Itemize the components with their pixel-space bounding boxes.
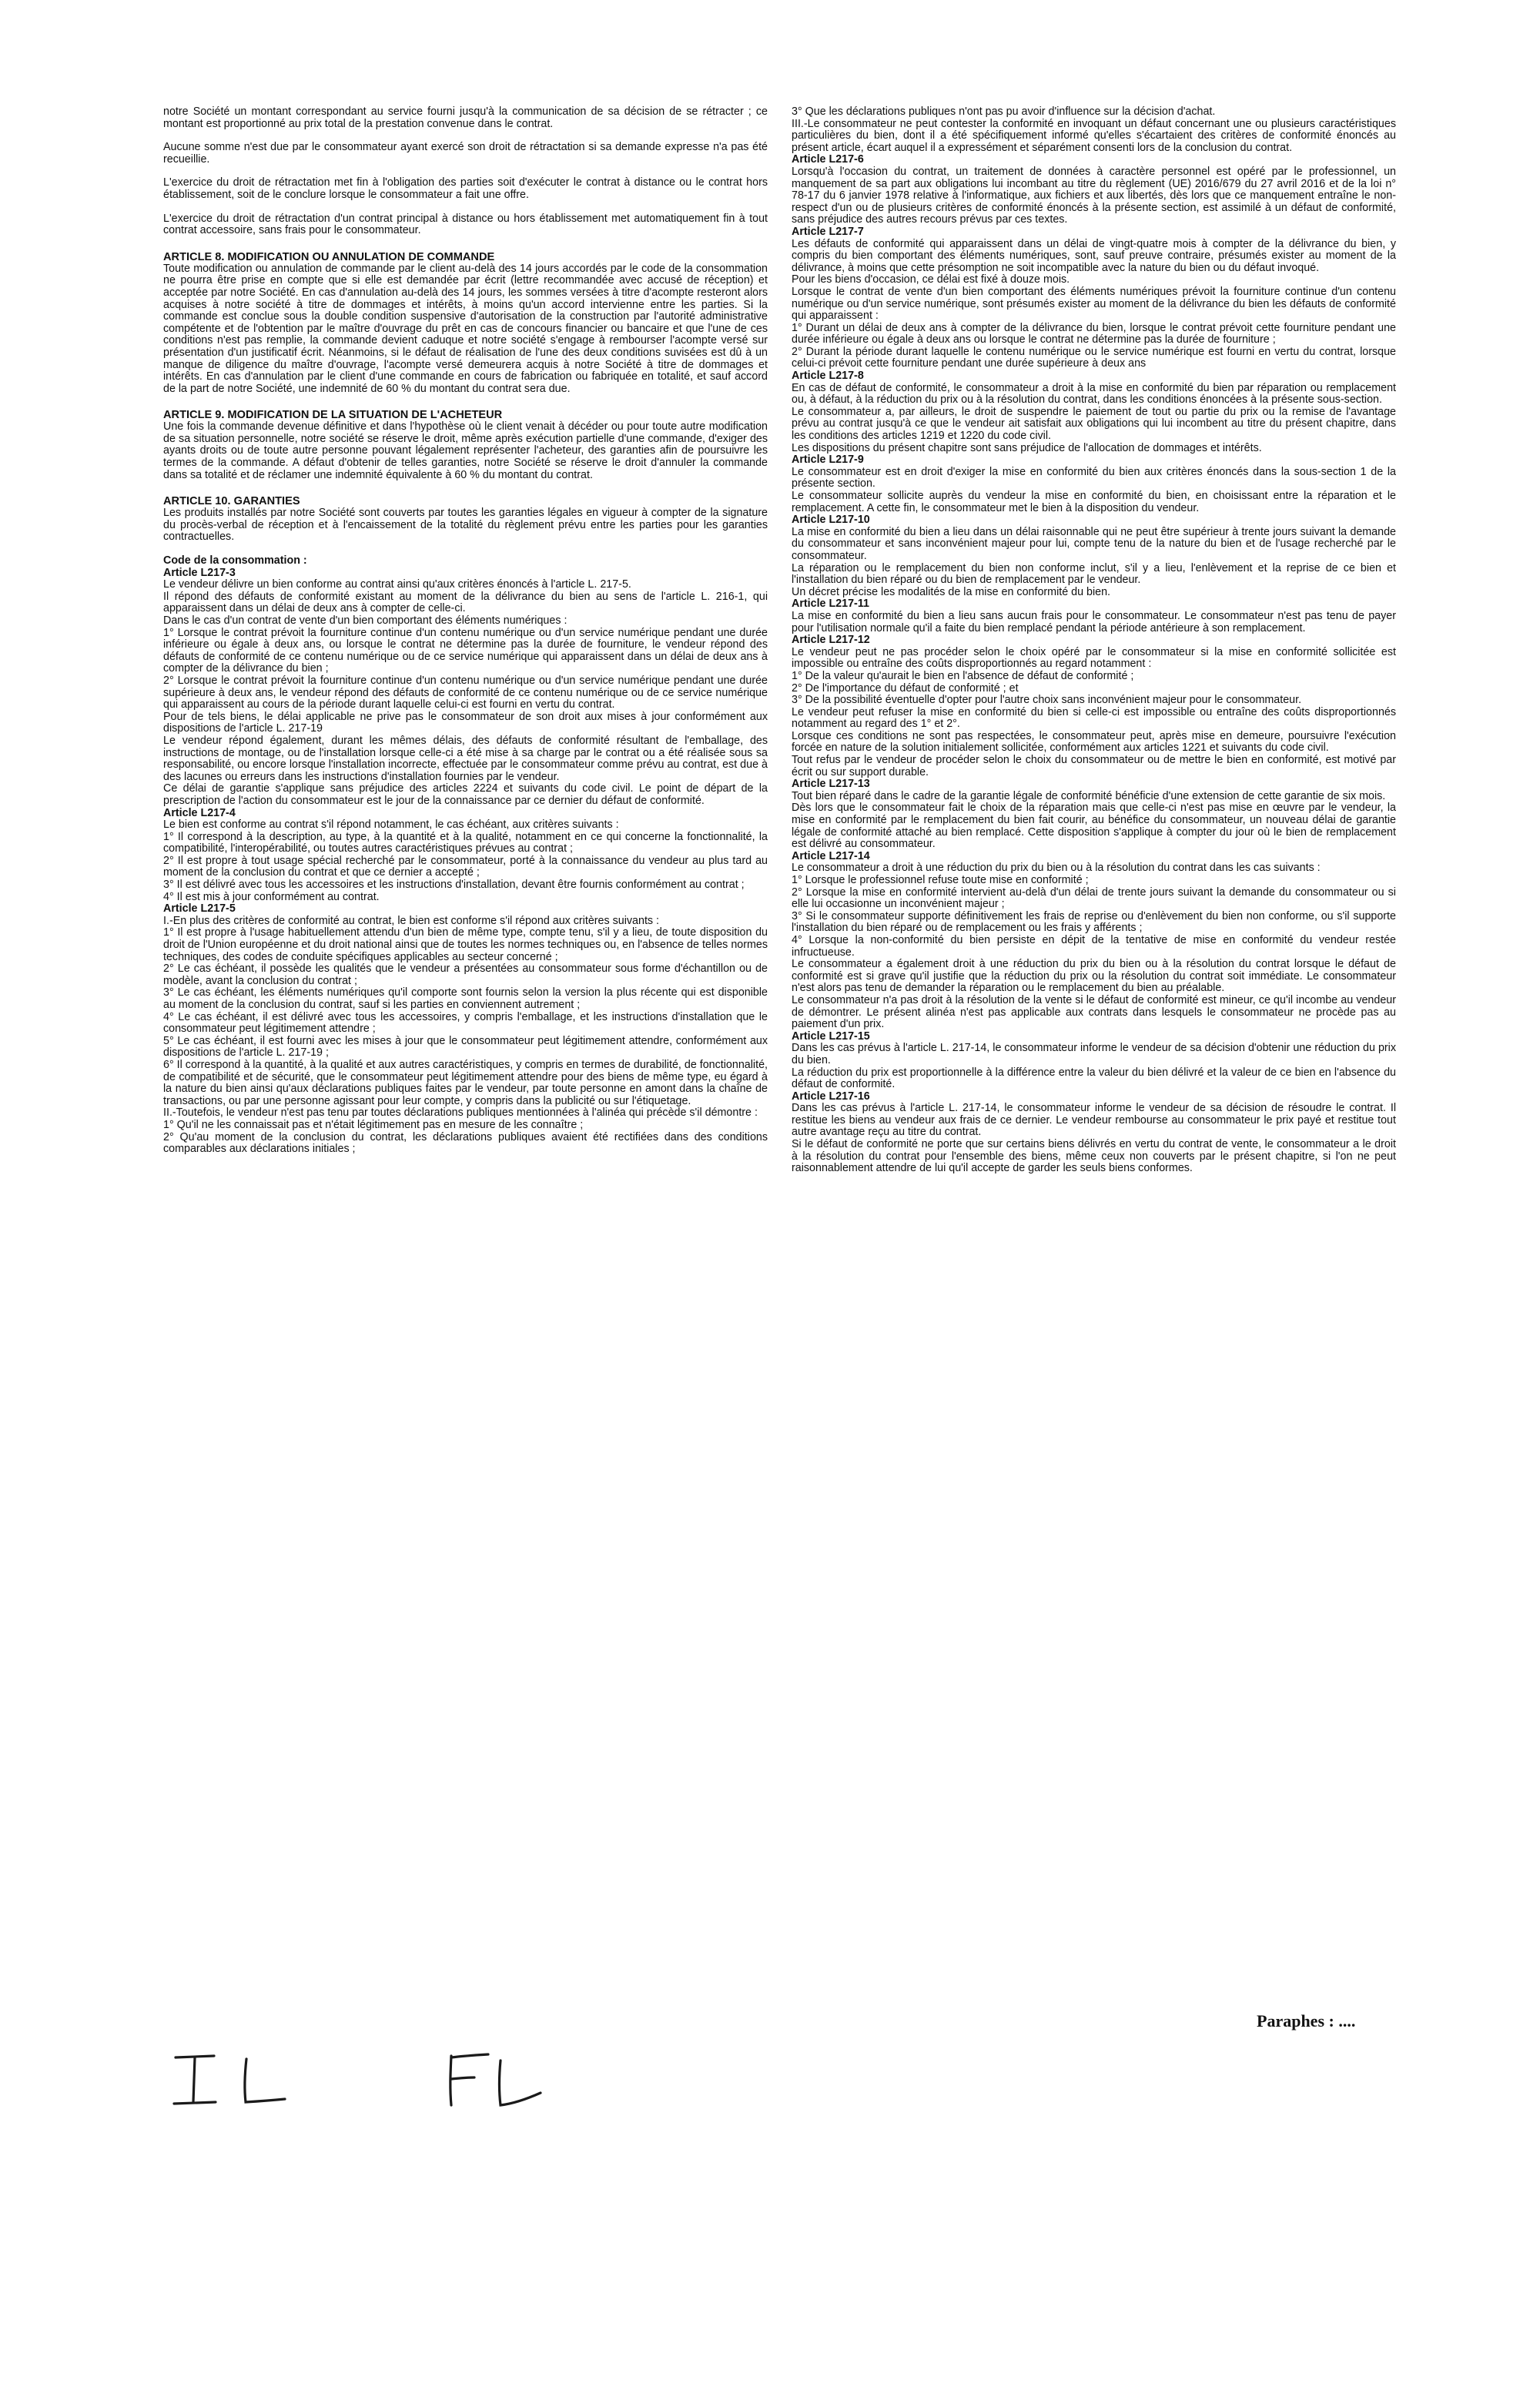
text-line: Les dispositions du présent chapitre sont sans préjudice de l'allocation de dommages et intérêts. xyxy=(792,441,1262,454)
text-line: I.-En plus des critères de conformité au contrat, le bien est conforme s'il répond aux critères suivants : xyxy=(163,914,660,927)
text-line: Le consommateur est en droit d'exiger la mise en conformité du bien aux critères énoncés dans la sous-section 1 de la présente section. xyxy=(792,465,1396,490)
article-l217-16-body xyxy=(792,1103,1396,1175)
text-line: Un décret précise les modalités de la mise en conformité du bien. xyxy=(792,585,1111,598)
article-8-text: Toute modification ou annulation de commande par le client au-delà des 14 jours accordés par le code de la consommation ne pourra être prise en compte que si elle est demandée par écrit (lettre recommandée avec accusé de réception) et acceptée par notre Société. En cas d'annulation au-delà des 14 jours, les sommes versées à titre d'acompte resteront alors acquises à notre société à titre de dommages et intérêts, à moins qu'un accord intervienne entre les parties. Si la commande est conclue sous la double condition suspensive d'autorisation de la construction par l'autorité administrative compétente et de l'obtention par le maître d'ouvrage du prêt en cas de concours financier ou bancaire et que l'une de ces conditions n'est pas remplie, la commande devient caduque et notre société s'engage à rembourser l'acompte versé sur présentation d'un justificatif écrit. Néanmoins, si le défaut de réalisation de l'une des deux conditions suvisées est dû à un manque de diligence du maître d'ouvrage, l'acompte versé demeurera acquis à notre Société à titre de dommages et intérêts. En cas d'annulation par le client d'une commande en cours de fabrication ou fabriquée en totalité, et sauf accord de la part de notre Société, une indemnité de 60 % du montant du contrat sera due. xyxy=(163,262,768,395)
right-column xyxy=(792,106,1396,1175)
article-l217-14-body xyxy=(792,862,1396,1030)
text-line: 3° Il est délivré avec tous les accessoires et les instructions d'installation, devant être fournis conformément au contrat ; xyxy=(163,879,745,892)
text-line: Pour de tels biens, le délai applicable ne prive pas le consommateur de son droit aux mises à jour conformément aux dispositions de l'article L. 217-19 xyxy=(163,710,768,735)
text-line: 2° Lorsque la mise en conformité intervient au-delà d'un délai de trente jours suivant la demande du consommateur ou si elle lui occasionne un inconvénient majeur ; xyxy=(792,886,1396,911)
text-line: Ce délai de garantie s'applique sans préjudice des articles 2224 et suivants du code civil. Le point de départ de la prescription de l'action du consommateur est le jour de la connaissance par ce dernier du défaut de conformité. xyxy=(163,782,768,807)
article-l217-7-heading: Article L217-7 xyxy=(792,225,864,238)
text-line: II.-Toutefois, le vendeur n'est pas tenu par toutes déclarations publiques mentionnées à l'alinéa qui précède s'il démontre : xyxy=(163,1106,758,1120)
text-line: Il répond des défauts de conformité existant au moment de la délivrance du bien au sens de l'article L. 216-1, qui apparaissent dans un délai de deux ans à compter de celle-ci. xyxy=(163,590,768,615)
text-line: 3° Le cas échéant, les éléments numériques qu'il comporte sont fournis selon la version la plus récente qui est disponible au moment de la conclusion du contrat, sauf si les parties en conviennent autrement ; xyxy=(163,986,768,1011)
article-l217-16-heading: Article L217-16 xyxy=(792,1090,870,1103)
text-line: Lorsque ces conditions ne sont pas respectées, le consommateur peut, après mise en demeure, poursuivre l'exécution forcée en nature de la solution initialement sollicitée, conformément aux articles 1221 et suivants du code civil. xyxy=(792,729,1396,755)
text-line: 1° Durant un délai de deux ans à compter de la délivrance du bien, lorsque le contrat prévoit cette fourniture pendant une durée inférieure ou égale à deux ans ou lorsque le contrat ne détermine pas la durée de fourniture ; xyxy=(792,321,1396,346)
article-l217-6-text: Lorsqu'à l'occasion du contrat, un traitement de données à caractère personnel est opéré par le professionnel, un manquement de sa part aux obligations lui incombant au titre du règlement (UE) 2016/679 du 27 avril 2016 et de la loi n° 78-17 du 6 janvier 1978 relative à l'informatique, aux fichiers et aux libertés, dès lors que ce manquement entraîne le non-respect d'un ou de plusieurs critères de conformité énoncés à la présente section, est assimilé à un défaut de conformité, sans préjudice des autres recours prévus par ces textes. xyxy=(792,165,1396,226)
text-line: La mise en conformité du bien a lieu dans un délai raisonnable qui ne peut être supérieur à trente jours suivant la demande du consommateur et sans inconvénient majeur pour lui, compte tenu de la nature du bien et de l'usage recherché par le consommateur. xyxy=(792,525,1396,562)
article-l217-7-body xyxy=(792,239,1396,371)
text-line: 2° Durant la période durant laquelle le contenu numérique ou le service numérique est fourni en vertu du contrat, lorsque celui-ci prévoit cette fourniture pendant une durée supérieure à deux ans xyxy=(792,345,1396,370)
text-line: 1° Il correspond à la description, au type, à la quantité et à la qualité, notamment en ce qui concerne la fonctionnalité, la compatibilité, l'interopérabilité, ou toutes autres caractéristiques prévues au contrat ; xyxy=(163,830,768,855)
article-l217-11-text: La mise en conformité du bien a lieu sans aucun frais pour le consommateur. Le consommateur n'est pas tenu de payer pour l'utilisation normale qu'il a faite du bien remplacé pendant la période antérieure à son remplacement. xyxy=(792,609,1396,634)
text-line: 1° Lorsque le contrat prévoit la fourniture continue d'un contenu numérique ou d'un service numérique pendant une durée inférieure ou égale à deux ans, ou lorsque le contrat ne détermine pas la durée de fourniture, le vendeur répond des défauts de conformité de ce contenu numérique ou de ce service numérique qui apparaissent dans un délai de deux ans à compter de la délivrance du bien ; xyxy=(163,626,768,675)
article-l217-9-heading: Article L217-9 xyxy=(792,454,864,467)
text-line: 4° Le cas échéant, il est délivré avec tous les accessoires, y compris l'emballage, et les instructions d'installation que le consommateur peut légitimement attendre ; xyxy=(163,1010,768,1036)
article-10-text: Les produits installés par notre Société sont couverts par toutes les garanties légales en vigueur à compter de la signature du procès-verbal de réception et à l'encaissement de la totalité du règlement prévu entre les parties pour les garanties contractuelles. xyxy=(163,507,768,544)
article-l217-5-body xyxy=(163,916,768,1156)
article-l217-10-heading: Article L217-10 xyxy=(792,514,870,527)
text-line: Pour les biens d'occasion, ce délai est fixé à douze mois. xyxy=(792,273,1070,286)
text-line: Le consommateur a, par ailleurs, le droit de suspendre le paiement de tout ou partie du prix ou la remise de l'avantage prévu au contrat jusqu'à ce que le vendeur ait satisfait aux obligations qui lui incombent au titre du présent chapitre, dans les conditions des articles 1219 et 1220 du code civil. xyxy=(792,405,1396,443)
text-line: Le vendeur répond également, durant les mêmes délais, des défauts de conformité résultant de l'emballage, des instructions de montage, ou de l'installation lorsque celle-ci a été mise à sa charge par le contrat ou a été réalisée sous sa responsabilité, ou encore lorsque l'installation incorrecte, effectuée par le consommateur comme prévu au contrat, est due à des lacunes ou erreurs dans les instructions d'installation fournies par le vendeur. xyxy=(163,734,768,783)
text-line: 2° Lorsque le contrat prévoit la fourniture continue d'un contenu numérique ou d'un service numérique pendant une durée supérieure à deux ans, le vendeur répond des défauts de conformité de ce contenu numérique ou de ce service numérique qui apparaissent au cours de la période durant laquelle celui-ci est fourni en vertu du contrat. xyxy=(163,674,768,711)
article-l217-6-heading: Article L217-6 xyxy=(792,153,864,166)
text-line: 1° De la valeur qu'aurait le bien en l'absence de défaut de conformité ; xyxy=(792,669,1134,682)
left-column xyxy=(163,106,768,1156)
article-10-heading: ARTICLE 10. GARANTIES xyxy=(163,495,300,508)
text-line: Dans les cas prévus à l'article L. 217-14, le consommateur informe le vendeur de sa décision d'obtenir une réduction du prix du bien. xyxy=(792,1042,1396,1066)
intro-paragraph: Aucune somme n'est due par le consommateur ayant exercé son droit de rétractation si sa demande expresse n'a pas été recueillie. xyxy=(163,141,768,166)
text-line: 3° Que les déclarations publiques n'ont pas pu avoir d'influence sur la décision d'achat. xyxy=(792,105,1216,118)
text-line: Le consommateur a droit à une réduction du prix du bien ou à la résolution du contrat dans les cas suivants : xyxy=(792,862,1321,875)
article-l217-15-body xyxy=(792,1043,1396,1090)
article-l217-13-body xyxy=(792,791,1396,851)
article-l217-12-body xyxy=(792,647,1396,779)
initials-il-signature xyxy=(169,2050,300,2110)
article-9-heading: ARTICLE 9. MODIFICATION DE LA SITUATION DE L'ACHETEUR xyxy=(163,409,503,422)
text-line: 2° Qu'au moment de la conclusion du contrat, les déclarations publiques avaient été rectifiées dans des conditions comparables aux déclarations initiales ; xyxy=(163,1130,768,1156)
text-line: Le consommateur a également droit à une réduction du prix du bien ou à la résolution du contrat lorsque le défaut de conformité est si grave qu'il justifie que la réduction du prix ou la résolution du contrat soit immédiate. Le consommateur n'est alors pas tenu de demander la réparation ou le remplacement du bien au préalable. xyxy=(792,958,1396,995)
code-consommation-heading: Code de la consommation : xyxy=(163,554,307,567)
text-line: 4° Il est mis à jour conformément au contrat. xyxy=(163,890,380,903)
article-8-heading: ARTICLE 8. MODIFICATION OU ANNULATION DE COMMANDE xyxy=(163,250,495,263)
article-l217-11-heading: Article L217-11 xyxy=(792,598,869,611)
text-line: Le vendeur délivre un bien conforme au contrat ainsi qu'aux critères énoncés à l'article L. 217-5. xyxy=(163,578,631,591)
text-line: Le vendeur peut ne pas procéder selon le choix opéré par le consommateur si la mise en conformité sollicitée est impossible ou entraîne des coûts disproportionnés au regard notamment : xyxy=(792,645,1396,671)
text-line: 2° De l'importance du défaut de conformité ; et xyxy=(792,681,1019,695)
article-l217-13-heading: Article L217-13 xyxy=(792,778,870,791)
text-line: Le bien est conforme au contrat s'il répond notamment, le cas échéant, aux critères suivants : xyxy=(163,819,619,832)
article-l217-5-continued xyxy=(792,106,1396,154)
article-l217-8-heading: Article L217-8 xyxy=(792,370,864,383)
text-line: Dans le cas d'un contrat de vente d'un bien comportant des éléments numériques : xyxy=(163,614,567,627)
intro-paragraph: L'exercice du droit de rétractation met fin à l'obligation des parties soit d'exécuter le contrat à distance ou le contrat hors établissement, soit de le conclure lorsque le consommateur a fait une offre. xyxy=(163,176,768,201)
article-l217-10-body xyxy=(792,527,1396,599)
article-l217-8-body xyxy=(792,383,1396,455)
text-line: 3° De la possibilité éventuelle d'opter pour l'autre choix sans inconvénient majeur pour le consommateur. xyxy=(792,694,1302,707)
text-line: Lorsque le contrat de vente d'un bien comportant des éléments numériques prévoit la fourniture continue d'un contenu numérique ou d'un service numérique, sont présumés exister au moment de la délivrance du bien les défauts de conformité qui apparaissent : xyxy=(792,285,1396,323)
text-line: 1° Il est propre à l'usage habituellement attendu d'un bien de même type, compte tenu, s'il y a lieu, de toute disposition du droit de l'Union européenne et du droit national ainsi que de toutes les normes techniques ou, en l'absence de telles normes techniques, des codes de conduite spécifiques applicables au secteur concerné ; xyxy=(163,926,768,963)
article-l217-3-body xyxy=(163,579,768,807)
text-line: En cas de défaut de conformité, le consommateur a droit à la mise en conformité du bien par réparation ou remplacement ou, à défaut, à la réduction du prix ou à la résolution du contrat, dans les conditions énoncées à la présente sous-section. xyxy=(792,381,1396,407)
article-l217-4-body xyxy=(163,819,768,903)
text-line: 4° Lorsque la non-conformité du bien persiste en dépit de la tentative de mise en conformité du vendeur restée infructueuse. xyxy=(792,933,1396,959)
text-line: Dans les cas prévus à l'article L. 217-14, le consommateur informe le vendeur de sa décision de résoudre le contrat. Il restitue les biens au vendeur aux frais de ce dernier. Le vendeur rembourse au consommateur le prix payé et restitue tout autre avantage reçu au titre du contrat. xyxy=(792,1102,1396,1139)
text-line: La réparation ou le remplacement du bien non conforme inclut, s'il y a lieu, l'enlèvement et la reprise de ce bien et l'installation du bien réparé ou du bien de remplacement par le vendeur. xyxy=(792,561,1396,587)
article-l217-3-heading: Article L217-3 xyxy=(163,566,236,579)
article-l217-5-heading: Article L217-5 xyxy=(163,902,236,916)
text-line: La réduction du prix est proportionnelle à la différence entre la valeur du bien délivré et la valeur de ce bien en l'absence du défaut de conformité. xyxy=(792,1066,1396,1091)
paraphes-label: Paraphes : .... xyxy=(1257,2011,1356,2030)
intro-paragraph: notre Société un montant correspondant au service fourni jusqu'à la communication de sa décision de se rétracter ; ce montant est proportionné au prix total de la prestation convenue dans le contrat. xyxy=(163,105,768,130)
article-l217-9-body xyxy=(792,467,1396,514)
text-line: 5° Le cas échéant, il est fourni avec les mises à jour que le consommateur peut légitimement attendre, conformément aux dispositions de l'article L. 217-19 ; xyxy=(163,1034,768,1060)
text-line: Tout bien réparé dans le cadre de la garantie légale de conformité bénéficie d'une extension de cette garantie de six mois. xyxy=(792,789,1386,802)
article-9-text: Une fois la commande devenue définitive et dans l'hypothèse où le client venait à décéder ou pour toute autre modification de sa situation personnelle, notre société se réserve le droit, même après exécution partielle d'une commande, d'exiger des ayants droits ou de toute autre personne pouvant légalement représenter l'acheteur, des garanties afin de poursuivre les termes de la commande. A défaut d'obtenir de telles garanties, notre Société se réserve le droit d'annuler la commande dans sa totalité et de réclamer une indemnité équivalente à 60 % du montant du contrat. xyxy=(163,420,768,481)
article-l217-12-heading: Article L217-12 xyxy=(792,634,870,647)
initials-fl-signature xyxy=(440,2050,548,2111)
text-line: III.-Le consommateur ne peut contester la conformité en invoquant un défaut concernant une ou plusieurs caractéristiques particulières du bien, dont il a été spécifiquement informé qu'elles s'écartaient des critères de conformité énoncés au présent article, écart auquel il a expressément et séparément consenti lors de la conclusion du contrat. xyxy=(792,117,1396,154)
article-l217-14-heading: Article L217-14 xyxy=(792,849,870,862)
text-line: 1° Lorsque le professionnel refuse toute mise en conformité ; xyxy=(792,874,1089,886)
text-line: Dès lors que le consommateur fait le choix de la réparation mais que celle-ci n'est pas mise en œuvre par le vendeur, la mise en conformité par le remplacement du bien fait courir, au bénéfice du consommateur, un nouveau délai de garantie légale de conformité attaché au bien remplacé. Cette disposition s'applique à compter du jour où le bien de remplacement est délivré au consommateur. xyxy=(792,802,1396,851)
text-line: 3° Si le consommateur supporte définitivement les frais de reprise ou d'enlèvement du bien non conforme, ou s'il supporte l'installation du bien réparé ou de remplacement ou les frais y afférents ; xyxy=(792,909,1396,935)
text-line: 2° Le cas échéant, il possède les qualités que le vendeur a présentées au consommateur sous forme d'échantillon ou de modèle, avant la conclusion du contrat ; xyxy=(163,962,768,987)
text-line: Le consommateur n'a pas droit à la résolution de la vente si le défaut de conformité est mineur, ce qu'il incombe au vendeur de démontrer. Le présent alinéa n'est pas applicable aux contrats dans lesquels le consommateur ne procède pas au paiement d'un prix. xyxy=(792,993,1396,1031)
article-l217-15-heading: Article L217-15 xyxy=(792,1029,870,1043)
text-line: 6° Il correspond à la quantité, à la qualité et aux autres caractéristiques, y compris en termes de durabilité, de fonctionnalité, de compatibilité et de sécurité, que le consommateur peut légitimement attendre pour des biens de même type, eu égard à la nature du bien ainsi qu'aux déclarations publiques faites par le vendeur, par toute personne en amont dans la chaîne de transactions, ou par une personne agissant pour leur compte, y compris dans la publicité ou sur l'étiquetage. xyxy=(163,1058,768,1107)
text-line: Si le défaut de conformité ne porte que sur certains biens délivrés en vertu du contrat de vente, le consommateur a le droit à la résolution du contrat pour l'ensemble des biens, même ceux non couverts par le présent chapitre, si l'on ne peut raisonnablement attendre de lui qu'il accepte de garder les seuls biens conformes. xyxy=(792,1138,1396,1175)
text-line: Le consommateur sollicite auprès du vendeur la mise en conformité du bien, en choisissant entre la réparation et le remplacement. A cette fin, le consommateur met le bien à la disposition du vendeur. xyxy=(792,490,1396,514)
text-line: Le vendeur peut refuser la mise en conformité du bien si celle-ci est impossible ou entraîne des coûts disproportionnés notamment au regard des 1° et 2°. xyxy=(792,705,1396,731)
text-line: 1° Qu'il ne les connaissait pas et n'était légitimement pas en mesure de les connaître ; xyxy=(163,1118,584,1131)
text-line: Les défauts de conformité qui apparaissent dans un délai de vingt-quatre mois à compter de la délivrance du bien, y compris du bien comportant des éléments numériques, sont, sauf preuve contraire, présumés exister au moment de la délivrance, à moins que cette présomption ne soit incompatible avec la nature du bien ou du défaut invoqué. xyxy=(792,237,1396,274)
intro-paragraph: L'exercice du droit de rétractation d'un contrat principal à distance ou hors établissement met automatiquement fin à tout contrat accessoire, sans frais pour le consommateur. xyxy=(163,212,768,237)
article-l217-4-heading: Article L217-4 xyxy=(163,806,236,819)
text-line: 2° Il est propre à tout usage spécial recherché par le consommateur, porté à la connaissance du vendeur au plus tard au moment de la conclusion du contrat et que ce dernier a accepté ; xyxy=(163,854,768,879)
text-line: Tout refus par le vendeur de procéder selon le choix du consommateur ou de mettre le bien en conformité, est motivé par écrit ou sur support durable. xyxy=(792,754,1396,778)
